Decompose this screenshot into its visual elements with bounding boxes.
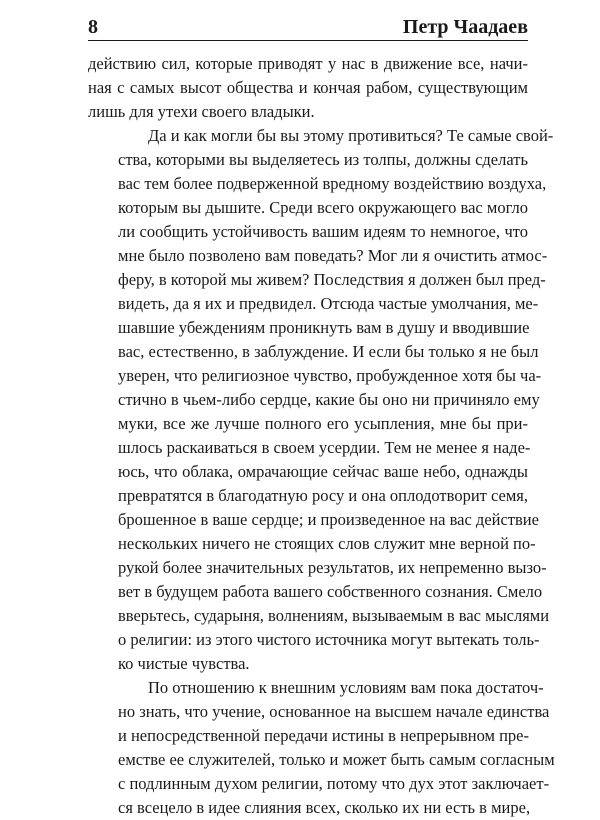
text-line: По отношению к внешним условиям вам пока достаточ- bbox=[148, 678, 544, 697]
text-line: с подлинным духом религии, потому что дух этот заключает- bbox=[118, 774, 550, 793]
text-line: ся всецело в идее слияния всех, сколько их ни есть в мире, bbox=[118, 798, 531, 817]
text-line: вас, естественно, в заблуждение. И если бы только я не был bbox=[118, 342, 539, 361]
text-line: действию сил, которые приводят у нас в движение все, начи- bbox=[88, 54, 528, 73]
text-line: мне было позволено вам поведать? Мог ли я очистить атмос- bbox=[118, 246, 548, 265]
text-line: лишь для утехи своего владыки. bbox=[88, 102, 315, 121]
text-line: феру, в которой мы живем? Последствия я должен был пред- bbox=[118, 270, 546, 289]
text-line: уверен, что религиозное чувство, пробужденное хотя бы ча- bbox=[118, 366, 542, 385]
text-line: шлось раскаиваться в своем усердии. Тем не менее я наде- bbox=[118, 438, 531, 457]
text-line: вет в будущем работа вашего собственного сознания. Смело bbox=[118, 582, 543, 601]
running-head bbox=[88, 12, 528, 42]
text-line: и непосредственной передачи истины в непрерывном пре- bbox=[118, 726, 529, 745]
text-line: юсь, что облака, омрачающие сейчас ваше небо, однажды bbox=[118, 462, 528, 481]
header-rule bbox=[88, 40, 528, 41]
paragraph bbox=[88, 52, 528, 124]
text-line: видеть, да я их и предвидел. Отсюда частые умолчания, ме- bbox=[118, 294, 539, 313]
text-line: ства, которыми вы выделяетесь из толпы, должны сделать bbox=[118, 150, 528, 169]
text-line: но знать, что учение, основанное на высшем начале единства bbox=[118, 702, 550, 721]
text-line: превратятся в благодатную росу и она оплодотворит семя, bbox=[118, 486, 528, 505]
paragraph bbox=[88, 124, 554, 676]
page-number: 8 bbox=[88, 16, 98, 38]
text-line: стично в чьем-либо сердце, какие бы оно ни причиняло ему bbox=[118, 390, 540, 409]
body-text bbox=[88, 52, 555, 820]
text-line: ли сообщить устойчивость вашим идеям то немногое, что bbox=[118, 222, 528, 241]
text-line: о религии: из этого чистого источника могут вытекать толь- bbox=[118, 630, 540, 649]
text-line: емстве ее служителей, только и может быть самым согласным bbox=[118, 750, 555, 769]
text-line: рукой более значительных результатов, их непременно вызо- bbox=[118, 558, 547, 577]
text-line: Да и как могли бы вы этому противиться? Те самые свой- bbox=[148, 126, 554, 145]
text-line: ко чистые чувства. bbox=[118, 654, 250, 673]
text-line: вверьтесь, сударыня, волнениям, вызываемым в вас мыслями bbox=[118, 606, 550, 625]
running-title: Петр Чаадаев bbox=[402, 16, 528, 38]
text-line: вас тем более подверженной вредному воздействию воздуха, bbox=[118, 174, 547, 193]
paragraph bbox=[88, 676, 555, 820]
text-line: которым вы дышите. Среди всего окружающего вас могло bbox=[118, 198, 528, 217]
text-line: брошенное в ваше сердце; и произведенное на вас действие bbox=[118, 510, 539, 529]
text-line: нескольких ничего не стоящих слов служит мне верной по- bbox=[118, 534, 536, 553]
text-line: шавшие убеждениям проникнуть вам в душу и вводившие bbox=[118, 318, 530, 337]
text-line: муки, все же лучше полного его усыпления, мне бы при- bbox=[118, 414, 528, 433]
text-line: ная с самых высот общества и кончая рабом, существующим bbox=[88, 78, 528, 97]
